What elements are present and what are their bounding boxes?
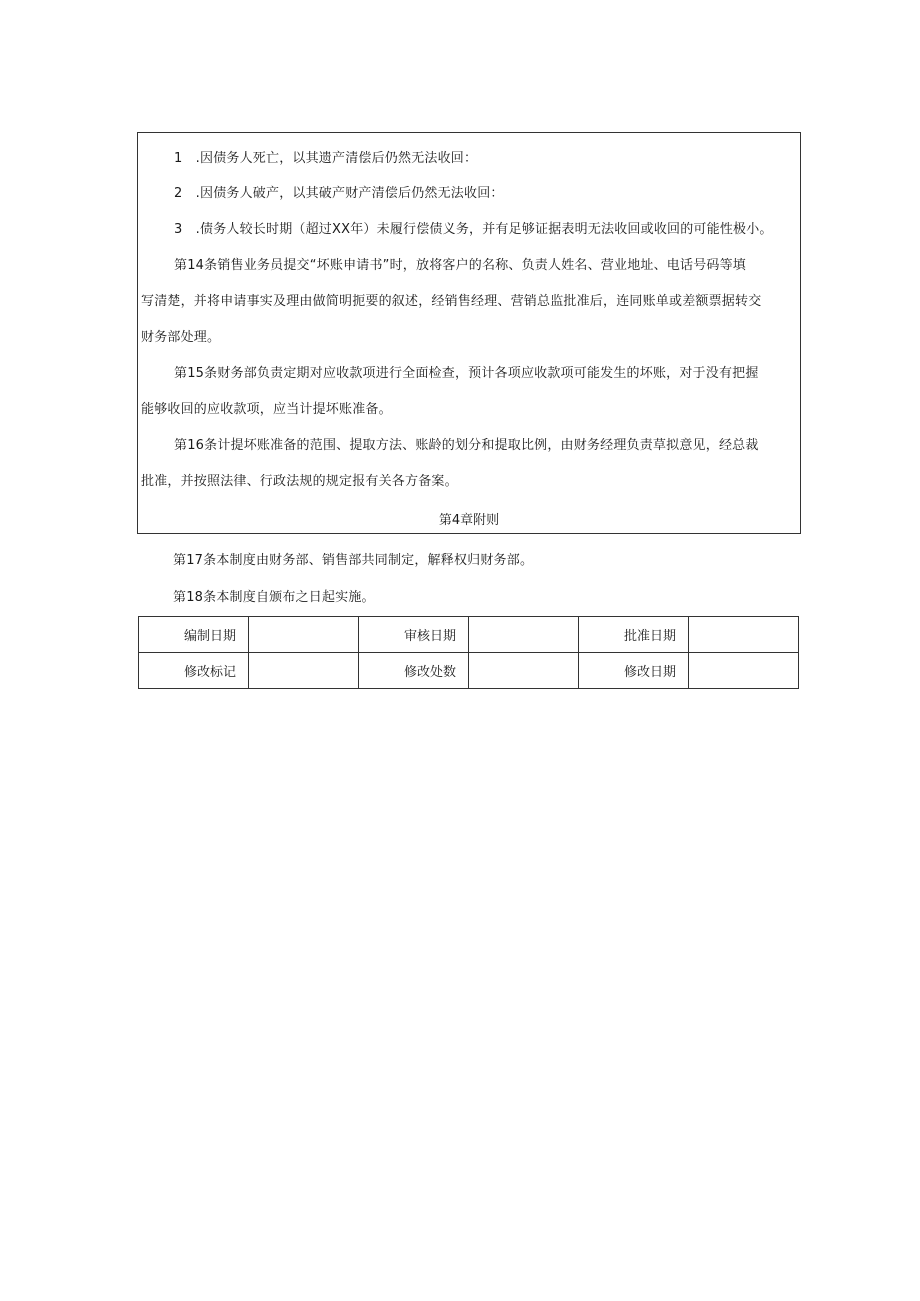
article-15-line-1: 第15条财务部负责定期对应收款项进行全面检查，预计各项应收款项可能发生的坏账，对于没有把握 (174, 366, 759, 381)
compile-date-label: 编制日期 (139, 617, 249, 653)
chapter-title: 第4章附则 (438, 513, 500, 528)
table-row (139, 653, 799, 689)
revision-mark-label: 修改标记 (139, 653, 249, 689)
article-16-line-1: 第16条计提坏账准备的范围、提取方法、账龄的划分和提取比例，由财务经理负责草拟意见，经总裁 (174, 438, 759, 453)
revision-mark-field[interactable] (249, 653, 359, 689)
article-15-line-2: 能够收回的应收款项，应当计提坏账准备。 (141, 402, 392, 417)
revision-date-field[interactable] (689, 653, 799, 689)
signature-table (138, 616, 799, 689)
item-3: 3 .债务人较长时期（超过XX年）未履行偿债义务，并有足够证据表明无法收回或收回的可能性极小。 (174, 222, 773, 237)
content-box (137, 132, 801, 534)
revision-date-label: 修改日期 (579, 653, 689, 689)
article-14-line-3: 财务部处理。 (141, 330, 221, 345)
article-16-line-2: 批准，并按照法律、行政法规的规定报有关各方备案。 (141, 474, 458, 489)
revision-count-label: 修改处数 (359, 653, 469, 689)
item-2: 2 .因债务人破产，以其破产财产清偿后仍然无法收回： (174, 186, 504, 201)
article-14-line-2: 写清楚，并将申请事实及理由做简明扼要的叙述，经销售经理、营销总监批准后，连同账单或差额票据转交 (141, 294, 762, 309)
article-17: 第17条本制度由财务部、销售部共同制定，解释权归财务部。 (173, 553, 534, 568)
revision-count-field[interactable] (469, 653, 579, 689)
article-18: 第18条本制度自颁布之日起实施。 (173, 590, 375, 605)
review-date-label: 审核日期 (359, 617, 469, 653)
item-1: 1 .因债务人死亡，以其遗产清偿后仍然无法收回： (174, 151, 478, 166)
review-date-field[interactable] (469, 617, 579, 653)
article-14-line-1: 第14条销售业务员提交“坏账申请书”时，放将客户的名称、负责人姓名、营业地址、电话号码等填 (174, 258, 747, 273)
approve-date-field[interactable] (689, 617, 799, 653)
approve-date-label: 批准日期 (579, 617, 689, 653)
table-row (139, 617, 799, 653)
compile-date-field[interactable] (249, 617, 359, 653)
